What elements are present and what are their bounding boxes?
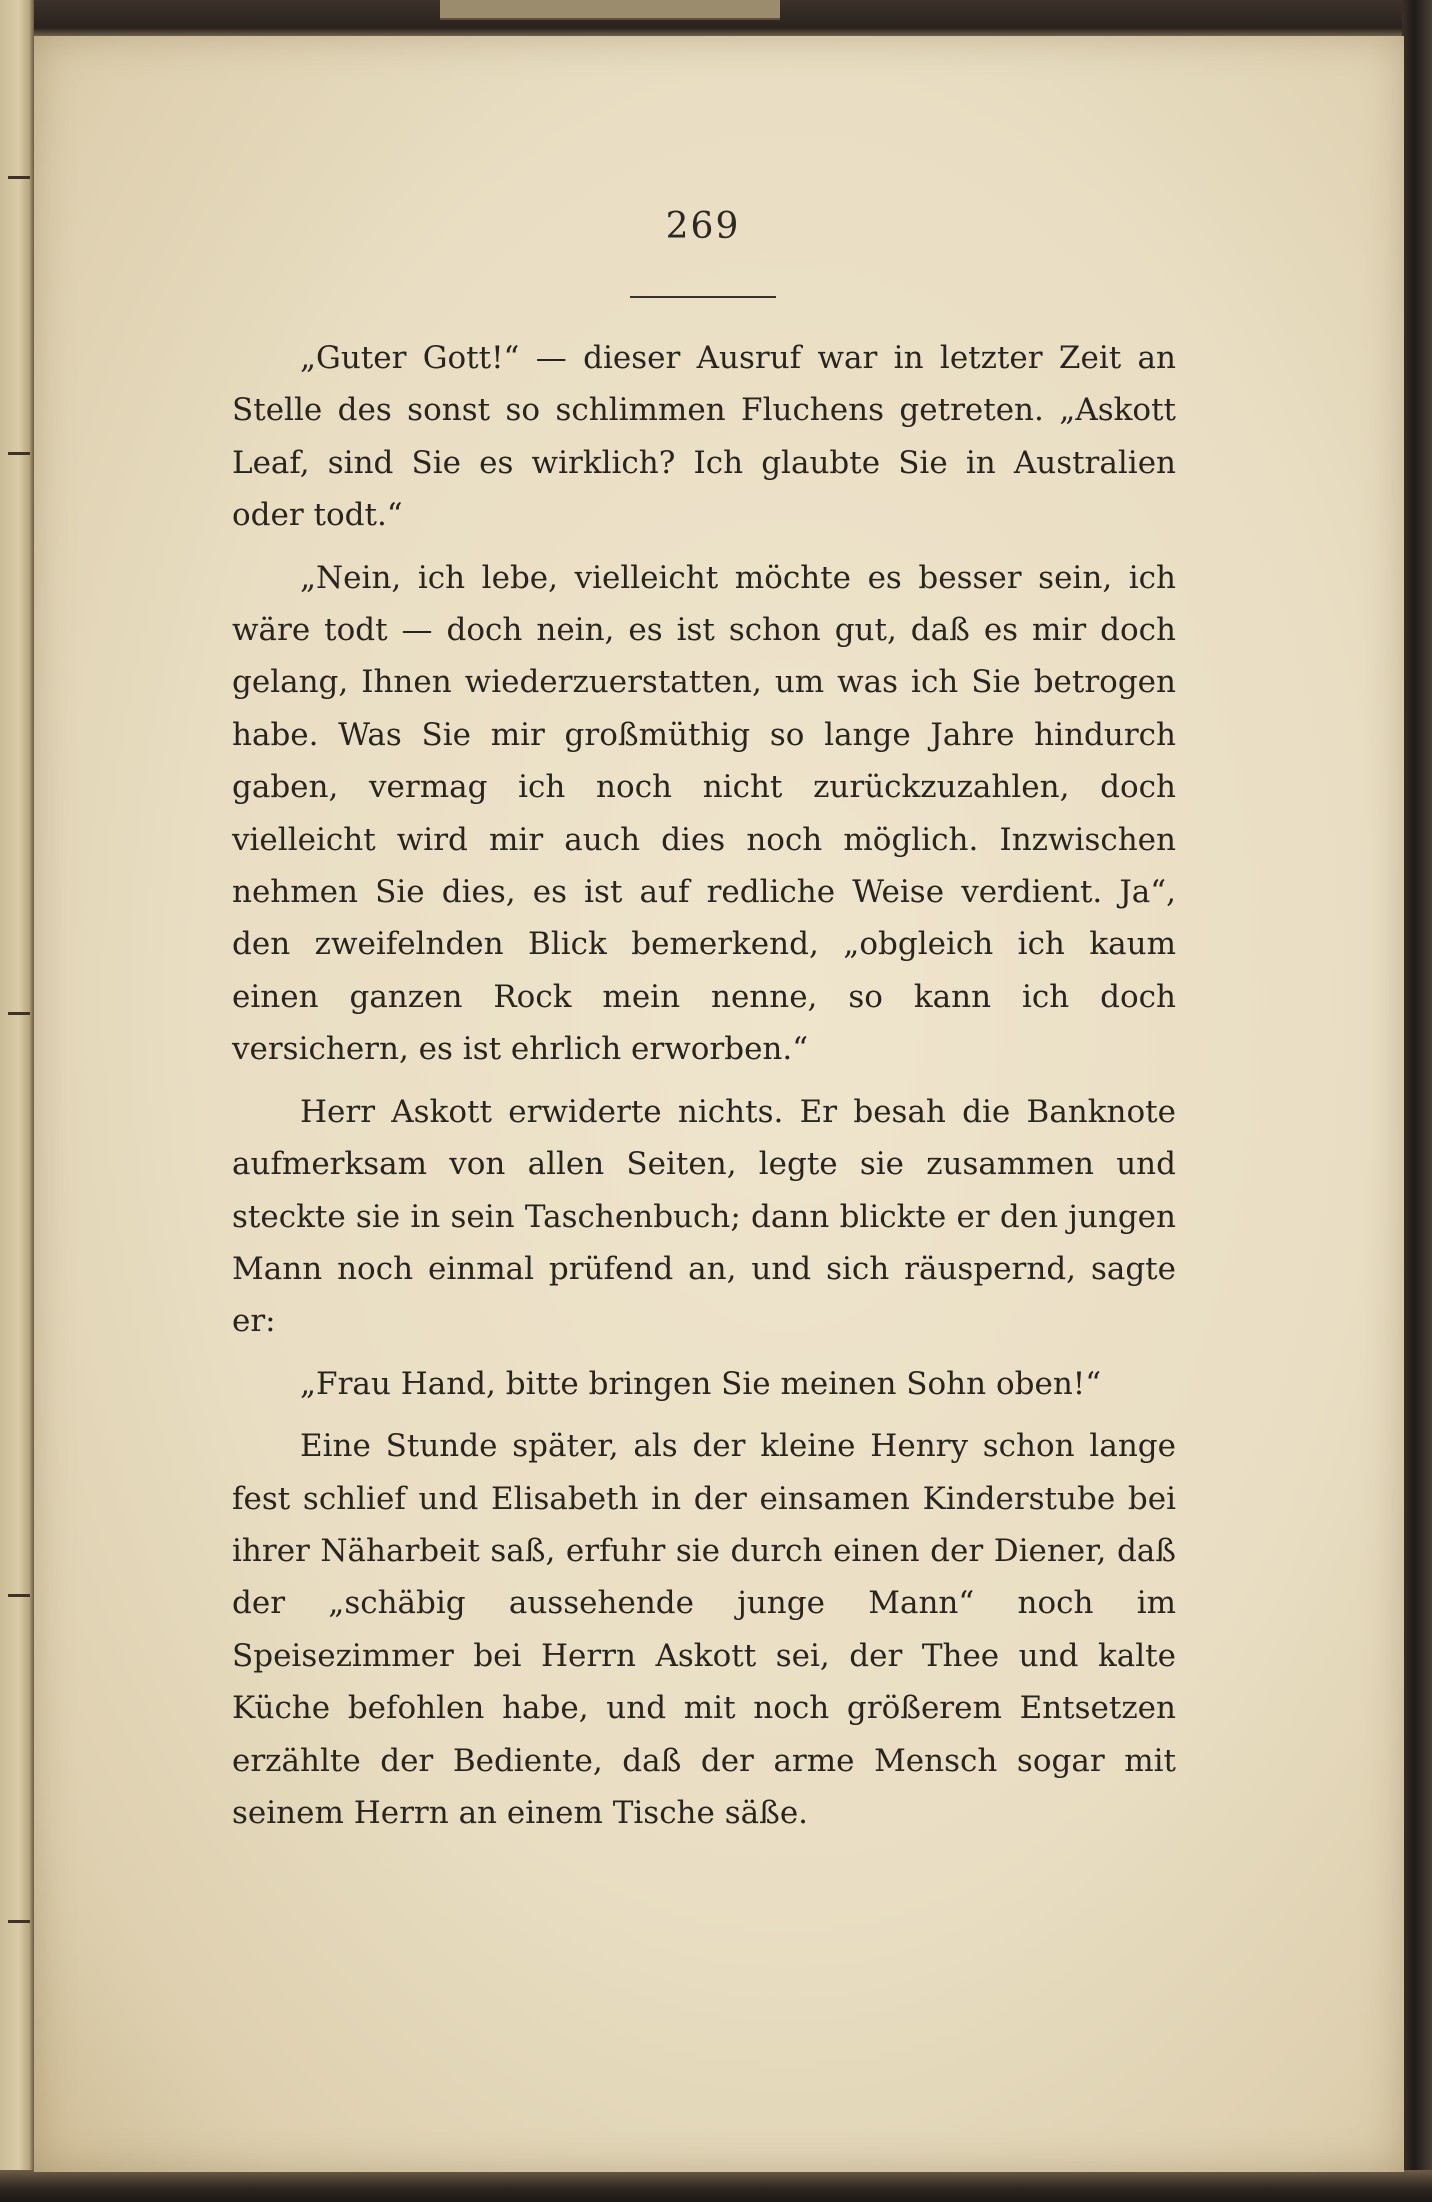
bottom-cover-edge <box>0 2170 1432 2202</box>
paragraph: „Guter Gott!“ — dieser Ausruf war in letzter Zeit an Stelle des sonst so schlimmen Fluchens getreten. „Askott Leaf, sind Sie es wirklich? Ich glaubte Sie in Australien oder todt.“ <box>232 340 1176 534</box>
edge-mark <box>8 1920 30 1923</box>
edge-mark <box>8 452 30 455</box>
previous-page-edge <box>0 0 34 2202</box>
edge-mark <box>8 1594 30 1597</box>
edge-mark <box>8 176 30 179</box>
right-cover-edge <box>1402 0 1432 2202</box>
edge-mark <box>8 1012 30 1015</box>
paragraph: „Nein, ich lebe, vielleicht möchte es besser sein, ich wäre todt — doch nein, es ist schon gut, daß es mir doch gelang, Ihnen wiederzuerstatten, um was ich Sie betrogen habe. Was Sie mir großmüthig so lange Jahre hindurch gaben, vermag ich noch nicht zurückzuzahlen, doch vielleicht wird mir auch dies noch möglich. Inzwischen nehmen Sie dies, es ist auf redliche Weise verdient. Ja“, den zweifelnden Blick bemerkend, „obgleich ich kaum einen ganzen Rock mein nenne, so kann ich doch versichern, es ist ehrlich erworben.“ <box>232 559 1176 1068</box>
top-cover-edge <box>0 0 1432 40</box>
top-paper-tab <box>440 0 780 20</box>
body-text <box>232 332 1176 1849</box>
paragraph: Herr Askott erwiderte nichts. Er besah die Banknote aufmerksam von allen Seiten, legte sie zusammen und steckte sie in sein Taschenbuch; dann blickte er den jungen Mann noch einmal prüfend an, und sich räuspernd, sagte er: <box>232 1093 1176 1340</box>
paragraph: Eine Stunde später, als der kleine Henry schon lange fest schlief und Elisabeth in der einsamen Kinderstube bei ihrer Näharbeit saß, erfuhr sie durch einen der Diener, daß der „schäbig aussehende junge Mann“ noch im Speisezimmer bei Herrn Askott sei, der Thee und kalte Küche befohlen habe, und mit noch größerem Entsetzen erzählte der Bediente, daß der arme Mensch sogar mit seinem Herrn an einem Tische säße. <box>232 1428 1176 1831</box>
page-number-rule <box>630 296 776 298</box>
book-page <box>34 36 1404 2172</box>
paragraph: „Frau Hand, bitte bringen Sie meinen Sohn oben!“ <box>300 1365 1102 1402</box>
page-number: 269 <box>665 206 741 247</box>
